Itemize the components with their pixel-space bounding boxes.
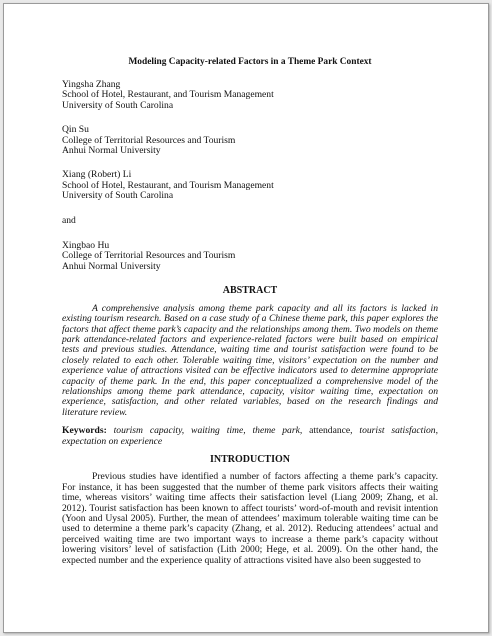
author-block xyxy=(62,170,438,201)
author-name: Xingbao Hu xyxy=(62,240,110,252)
keywords-part-2: attendance, xyxy=(309,425,353,437)
author-name: Yingsha Zhang xyxy=(62,79,121,90)
author-name: Xiang (Robert) Li xyxy=(62,169,132,181)
author-separator-and: and xyxy=(62,214,76,226)
abstract-heading: ABSTRACT xyxy=(222,285,278,297)
keywords-part-1: tourism capacity, waiting time, theme park, xyxy=(113,425,303,437)
author-university: University of South Carolina xyxy=(62,99,174,111)
page-content xyxy=(62,57,438,566)
introduction-text: Previous studies have identified a number of factors affecting a theme park’s capacity. For instance, it has been suggested that the number of theme park visitors affects their waiting time, whereas visitors’ waiting time affects their satisfaction level (Liang 2009; Zhang, et al. 2012). Tourist satisfaction has been known to affect tourists’ word-of-mouth and revisit intention (Yoon and Uysal 2005). Further, the mean of attendees’ maximum tolerable waiting time can be used to determine a theme park’s capacity (Zhang, et al. 2012). Reducing attendees’ actual and perceived waiting time are two important ways to increase a theme park’s capacity without lowering visitors’ level of satisfaction (Lith 2000; Hege, et al. 2009). On the other hand, the expected number and the experience quality of attractions visited have also been suggested to xyxy=(62,471,438,566)
author-university: Anhui Normal University xyxy=(62,145,161,157)
keywords-label: Keywords: xyxy=(62,425,107,437)
author-block xyxy=(62,241,438,272)
author-affiliation: School of Hotel, Restaurant, and Tourism Management xyxy=(62,179,274,191)
abstract-text: A comprehensive analysis among theme park capacity and all its factors is lacked in existing tourism research. Based on a case study of a Chinese theme park, this paper explores the factors that affect theme park’s capacity and the relationships among them. Two models on theme park attendance-related factors and experience-related factors were built based on empirical tests and previous studies. Attendance, waiting time and tourist satisfaction were found to be closely related to each other. Tolerable waiting time, visitors’ expectation on the number and experience value of attractions visited can be effective indicators used to determine appropriate capacity of theme park. In the end, this paper conceptualized a comprehensive model of the relationships among theme park attendance, capacity, visitor waiting time, expectation on experience, satisfaction, and other related variables, based on the research findings and literature review. xyxy=(62,302,438,418)
author-university: Anhui Normal University xyxy=(62,260,161,272)
keywords-part-3: tourist satisfaction, expectation on experience xyxy=(62,425,438,447)
author-affiliation: School of Hotel, Restaurant, and Tourism Management xyxy=(62,89,274,101)
document-page xyxy=(3,3,489,633)
author-name: Qin Su xyxy=(62,124,89,136)
paper-title: Modeling Capacity-related Factors in a Theme Park Context xyxy=(128,57,372,67)
keywords-line xyxy=(62,426,438,447)
author-affiliation: College of Territorial Resources and Tourism xyxy=(62,250,236,262)
introduction-heading: INTRODUCTION xyxy=(209,453,290,465)
author-block xyxy=(62,80,438,111)
author-university: University of South Carolina xyxy=(62,190,174,202)
author-affiliation: College of Territorial Resources and Tourism xyxy=(62,134,236,146)
author-block xyxy=(62,125,438,156)
